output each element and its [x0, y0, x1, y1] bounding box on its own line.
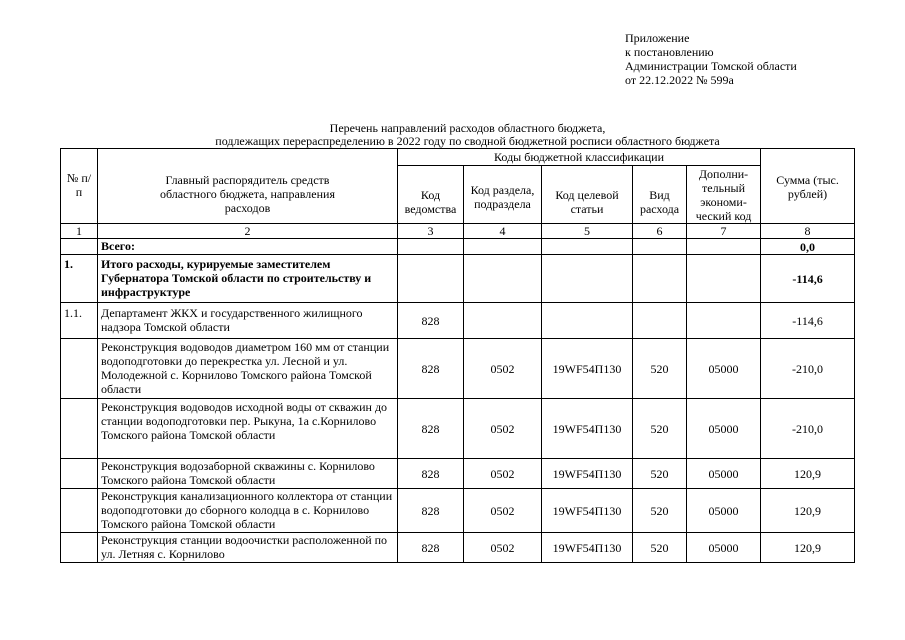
- row-target: 19WF54П130: [542, 399, 633, 459]
- row-sum: -210,0: [761, 399, 855, 459]
- row-sum: 120,9: [761, 459, 855, 489]
- row-target: 19WF54П130: [542, 339, 633, 399]
- row-name: Реконструкция водозаборной скважины с. Корнилово Томского района Томской области: [98, 459, 398, 489]
- row-type: 520: [633, 399, 687, 459]
- row-section: [464, 303, 542, 339]
- table-row: [61, 533, 855, 563]
- header-row: [61, 149, 855, 166]
- row-type: 520: [633, 489, 687, 533]
- row-extra: [687, 303, 761, 339]
- header-name: Главный распорядитель средств областного бюджета, направления расходов: [98, 149, 398, 224]
- title-line: Перечень направлений расходов областного бюджета,: [329, 121, 606, 135]
- column-number-row: [61, 224, 855, 239]
- header-target: Код целевой статьи: [542, 166, 633, 224]
- row-sum: 120,9: [761, 489, 855, 533]
- annex-line: к постановлению: [625, 45, 714, 59]
- row-dept: 828: [398, 459, 464, 489]
- row-section: 0502: [464, 399, 542, 459]
- column-number: 6: [633, 224, 687, 239]
- column-number: 3: [398, 224, 464, 239]
- table-row: [61, 459, 855, 489]
- table-row: [61, 255, 855, 303]
- row-type: 520: [633, 339, 687, 399]
- row-dept: 828: [398, 533, 464, 563]
- budget-table: [60, 148, 855, 563]
- row-target: 19WF54П130: [542, 533, 633, 563]
- row-extra: [687, 255, 761, 303]
- row-section: 0502: [464, 339, 542, 399]
- column-number: 7: [687, 224, 761, 239]
- table-row: [61, 399, 855, 459]
- total-sum: 0,0: [761, 239, 855, 255]
- row-extra: 05000: [687, 399, 761, 459]
- row-dept: [398, 255, 464, 303]
- header-type: Вид расхода: [633, 166, 687, 224]
- row-dept: 828: [398, 303, 464, 339]
- row-section: 0502: [464, 459, 542, 489]
- row-type: 520: [633, 459, 687, 489]
- total-label: Всего:: [98, 239, 398, 255]
- row-num: [61, 489, 98, 533]
- row-extra: 05000: [687, 489, 761, 533]
- row-extra: 05000: [687, 339, 761, 399]
- annex-block: [625, 31, 797, 87]
- column-number: 4: [464, 224, 542, 239]
- row-target: 19WF54П130: [542, 489, 633, 533]
- header-section: Код раздела, подраздела: [464, 166, 542, 224]
- annex-line: от 22.12.2022 № 599а: [625, 73, 734, 87]
- row-extra: 05000: [687, 459, 761, 489]
- row-name: Реконструкция канализационного коллектора от станции водоподготовки до сборного колодца в с. Корнилово Томского района Томской области: [98, 489, 398, 533]
- row-sum: 120,9: [761, 533, 855, 563]
- row-dept: 828: [398, 339, 464, 399]
- header-extra: Дополни-тельный экономи-ческий код: [687, 166, 761, 224]
- row-num: [61, 533, 98, 563]
- header-sum: Сумма (тыс. рублей): [761, 149, 855, 224]
- row-extra: 05000: [687, 533, 761, 563]
- row-section: [464, 255, 542, 303]
- column-number: 5: [542, 224, 633, 239]
- row-num: 1.1.: [61, 303, 98, 339]
- row-sum: -114,6: [761, 303, 855, 339]
- total-row: [61, 239, 855, 255]
- row-name: Итого расходы, курируемые заместителем Губернатора Томской области по строительству и инфраструктуре: [98, 255, 398, 303]
- row-num: [61, 339, 98, 399]
- row-type: 520: [633, 533, 687, 563]
- row-sum: -114,6: [761, 255, 855, 303]
- row-name: Реконструкция водоводов диаметром 160 мм от станции водоподготовки до перекрестка ул. Лесной и ул. Молодежной с. Корнилово Томского района Томской области: [98, 339, 398, 399]
- header-dept: Код ведомства: [398, 166, 464, 224]
- row-dept: 828: [398, 489, 464, 533]
- row-num: 1.: [61, 255, 98, 303]
- document-title: [0, 122, 905, 148]
- table-row: [61, 303, 855, 339]
- annex-line: Приложение: [625, 31, 690, 45]
- header-codes-group: Коды бюджетной классификации: [398, 149, 761, 166]
- table-row: [61, 489, 855, 533]
- column-number: 2: [98, 224, 398, 239]
- table-row: [61, 339, 855, 399]
- row-target: [542, 255, 633, 303]
- row-sum: -210,0: [761, 339, 855, 399]
- row-name: Реконструкция водоводов исходной воды от скважин до станции водоподготовки пер. Рыкуна, 1а с.Корнилово Томского района Томской области: [98, 399, 398, 459]
- row-type: [633, 255, 687, 303]
- annex-line: Администрации Томской области: [625, 59, 797, 73]
- row-num: [61, 459, 98, 489]
- column-number: 1: [61, 224, 98, 239]
- row-name: Департамент ЖКХ и государственного жилищного надзора Томской области: [98, 303, 398, 339]
- row-num: [61, 399, 98, 459]
- row-type: [633, 303, 687, 339]
- column-number: 8: [761, 224, 855, 239]
- row-section: 0502: [464, 533, 542, 563]
- row-name: Реконструкция станции водоочистки расположенной по ул. Летняя с. Корнилово: [98, 533, 398, 563]
- row-target: 19WF54П130: [542, 459, 633, 489]
- header-num: № п/п: [61, 149, 98, 224]
- row-dept: 828: [398, 399, 464, 459]
- row-target: [542, 303, 633, 339]
- title-line: подлежащих перераспределению в 2022 году по сводной бюджетной росписи областного бюджета: [215, 134, 720, 148]
- row-section: 0502: [464, 489, 542, 533]
